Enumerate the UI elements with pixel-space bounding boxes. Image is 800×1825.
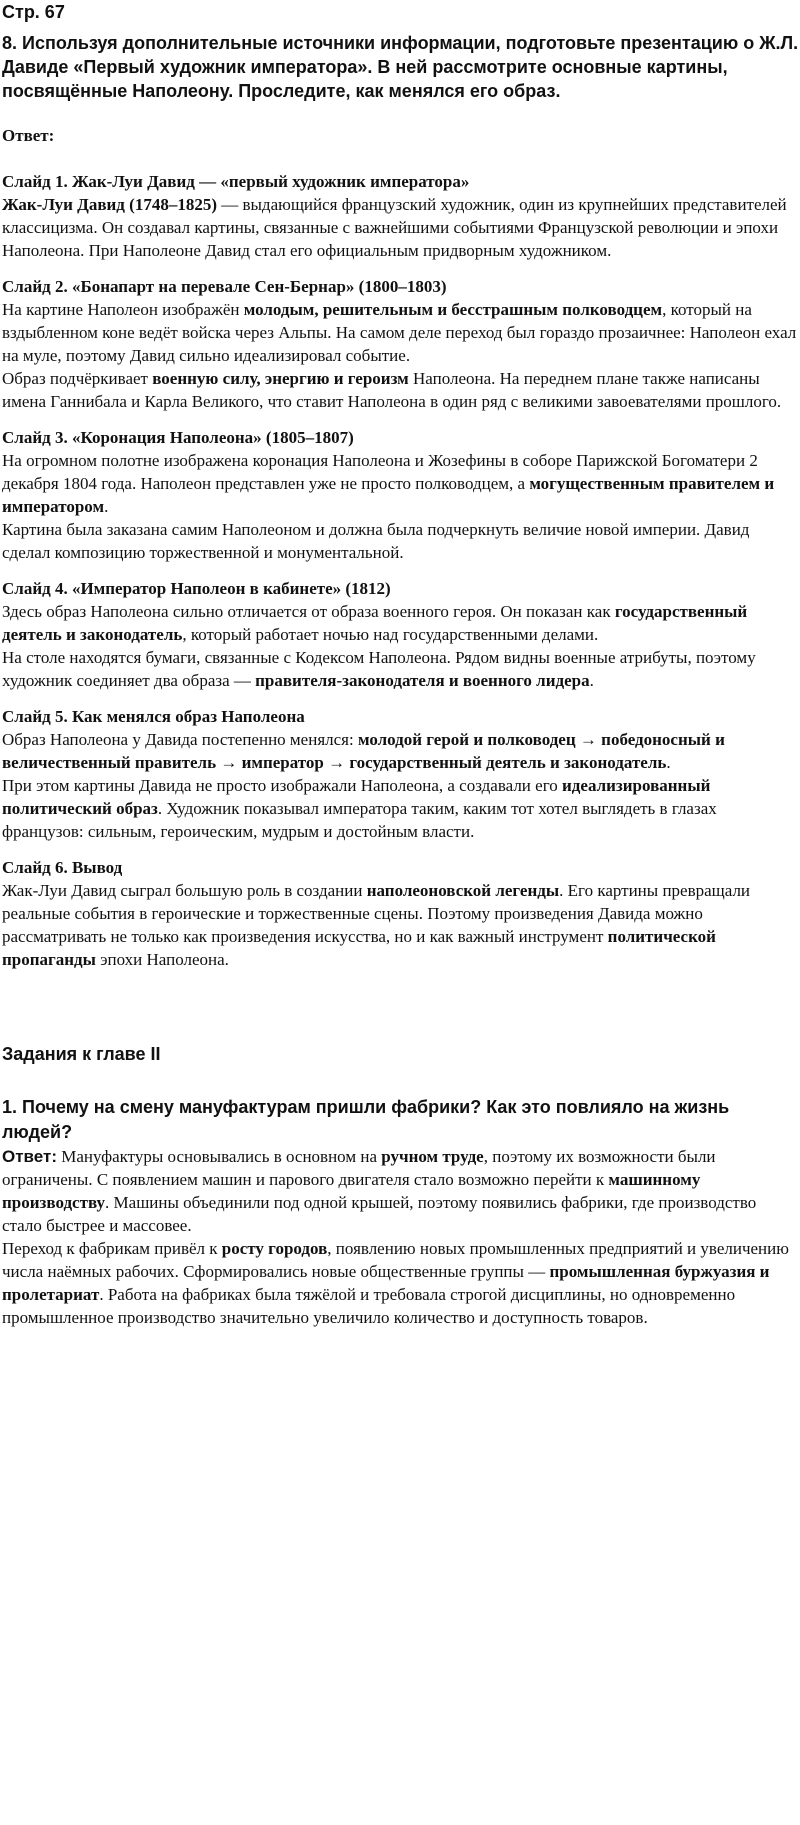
task-8-question: 8. Используя дополнительные источники информации, подготовьте презентацию о Ж.Л. Давиде «Первый художник императора». В ней рассмотрите основные картины, посвящённые Наполеону. Проследите, как менялся его образ. bbox=[2, 33, 799, 101]
slide-paragraph bbox=[2, 728, 800, 774]
slide-title: Слайд 2. «Бонапарт на перевале Сен-Бернар» (1800–1803) bbox=[2, 277, 447, 296]
slide-paragraph bbox=[2, 879, 800, 971]
slide-paragraph bbox=[2, 600, 800, 646]
slides-section bbox=[2, 171, 800, 971]
chapter-question-1: 1. Почему на смену мануфактурам пришли фабрики? Как это повлияло на жизнь людей? bbox=[2, 1097, 730, 1142]
slide-paragraph bbox=[2, 367, 800, 413]
answer-paragraph bbox=[2, 1145, 800, 1237]
text-run: На столе находятся бумаги, связанные с Кодексом Наполеона. Рядом видны военные атрибуты, поэтому художник соединяет два образа — bbox=[2, 648, 756, 690]
slide-paragraph bbox=[2, 193, 800, 262]
answer-paragraph bbox=[2, 1237, 800, 1329]
text-run: , поэтому их возможности были ограничены. С появлением машин и парового двигателя стало возможно перейти к bbox=[2, 1147, 716, 1189]
bold-text: государственный деятель и законодатель bbox=[2, 602, 748, 644]
bold-text: политической пропаганды bbox=[2, 927, 716, 969]
slide-title: Слайд 4. «Император Наполеон в кабинете» (1812) bbox=[2, 579, 391, 598]
text-run: Здесь образ Наполеона сильно отличается от образа военного героя. Он показан как bbox=[2, 602, 615, 621]
slide-title: Слайд 3. «Коронация Наполеона» (1805–1807) bbox=[2, 428, 354, 447]
text-run: Образ подчёркивает bbox=[2, 369, 153, 388]
slide-paragraph bbox=[2, 646, 800, 692]
slide-title: Слайд 5. Как менялся образ Наполеона bbox=[2, 707, 305, 726]
page-number: Стр. 67 bbox=[2, 2, 65, 22]
bold-text: военную силу, энергию и героизм bbox=[152, 369, 409, 388]
text-run: , который работает ночью над государственными делами. bbox=[182, 625, 599, 644]
bold-text: Ответ: bbox=[2, 1147, 57, 1166]
text-run: При этом картины Давида не просто изображали Наполеона, а создавали его bbox=[2, 776, 562, 795]
slide-title: Слайд 1. Жак-Луи Давид — «первый художник императора» bbox=[2, 172, 470, 191]
slide-paragraph bbox=[2, 449, 800, 518]
chapter-title: Задания к главе II bbox=[2, 1044, 161, 1064]
text-run: Картина была заказана самим Наполеоном и должна была подчеркнуть величие новой империи. Давид сделал композицию торжественной и монументальной. bbox=[2, 520, 750, 562]
text-run: , появлению новых промышленных предприятий и увеличению числа наёмных рабочих. Сформировались новые общественные группы — bbox=[2, 1239, 789, 1281]
bold-text: росту городов bbox=[221, 1239, 328, 1258]
bold-text: правителя-законодателя и военного лидера bbox=[255, 671, 590, 690]
text-run: . Машины объединили под одной крышей, поэтому появились фабрики, где производство стало быстрее и массовее. bbox=[2, 1193, 757, 1235]
text-run: Наполеона. На переднем плане также написаны имена Ганнибала и Карла Великого, что ставит Наполеона в один ряд с великими завоевателями прошлого. bbox=[2, 369, 782, 411]
text-run: Переход к фабрикам привёл к bbox=[2, 1239, 222, 1258]
text-run: Мануфактуры основывались в основном на bbox=[57, 1147, 382, 1166]
bold-text: ручном труде bbox=[381, 1147, 484, 1166]
text-run: — выдающийся французский художник, один из крупнейших представителей классицизма. Он создавал картины, связанные с важнейшими событиями Французской революции и эпохи Наполеона. При Наполеоне Давид стал его официальным придворным художником. bbox=[2, 195, 787, 260]
slide-paragraph bbox=[2, 774, 800, 843]
text-run: Жак-Луи Давид сыграл большую роль в создании bbox=[2, 881, 367, 900]
bold-text: молодой герой и полководец → победоносный и величественный правитель → император → государственный деятель и законодатель bbox=[2, 730, 725, 772]
slide-paragraph bbox=[2, 298, 800, 367]
slide-title: Слайд 6. Вывод bbox=[2, 858, 123, 877]
text-run: . bbox=[104, 497, 109, 516]
text-run: На картине Наполеон изображён bbox=[2, 300, 244, 319]
bold-text: могущественным правителем и императором bbox=[2, 474, 775, 516]
text-run: . bbox=[666, 753, 671, 772]
bold-text: Жак-Луи Давид (1748–1825) bbox=[2, 195, 217, 214]
text-run: . Художник показывал императора таким, каким тот хотел выглядеть в глазах французов: сильным, героическим, мудрым и достойным власти. bbox=[2, 799, 717, 841]
chapter-answer-1 bbox=[2, 1145, 800, 1329]
bold-text: промышленная буржуазия и пролетариат bbox=[2, 1262, 770, 1304]
bold-text: молодым, решительным и бесстрашным полководцем bbox=[243, 300, 663, 319]
text-run: . Работа на фабриках была тяжёлой и требовала строгой дисциплины, но одновременно промышленное производство значительно увеличило количество и доступность товаров. bbox=[2, 1285, 736, 1327]
text-run: На огромном полотне изображена коронация Наполеона и Жозефины в соборе Парижской Богоматери 2 декабря 1804 года. Наполеон представлен уже не просто полководцем, а bbox=[2, 451, 758, 493]
answer-label: Ответ: bbox=[2, 126, 55, 145]
bold-text: наполеоновской легенды bbox=[366, 881, 560, 900]
text-run: Образ Наполеона у Давида постепенно менялся: bbox=[2, 730, 358, 749]
bold-text: идеализированный политический образ bbox=[2, 776, 711, 818]
slide-paragraph bbox=[2, 518, 800, 564]
text-run: , который на вздыбленном коне ведёт войска через Альпы. На самом деле переход был гораздо прозаичнее: Наполеон ехал на муле, поэтому Давид сильно идеализировал событие. bbox=[2, 300, 797, 365]
text-run: эпохи Наполеона. bbox=[95, 950, 229, 969]
bold-text: машинному производству bbox=[2, 1170, 701, 1212]
text-run: . bbox=[589, 671, 594, 690]
text-run: . Его картины превращали реальные события в героические и торжественные сцены. Поэтому произведения Давида можно рассматривать не только как произведения искусства, но и как важный инструмент bbox=[2, 881, 751, 946]
